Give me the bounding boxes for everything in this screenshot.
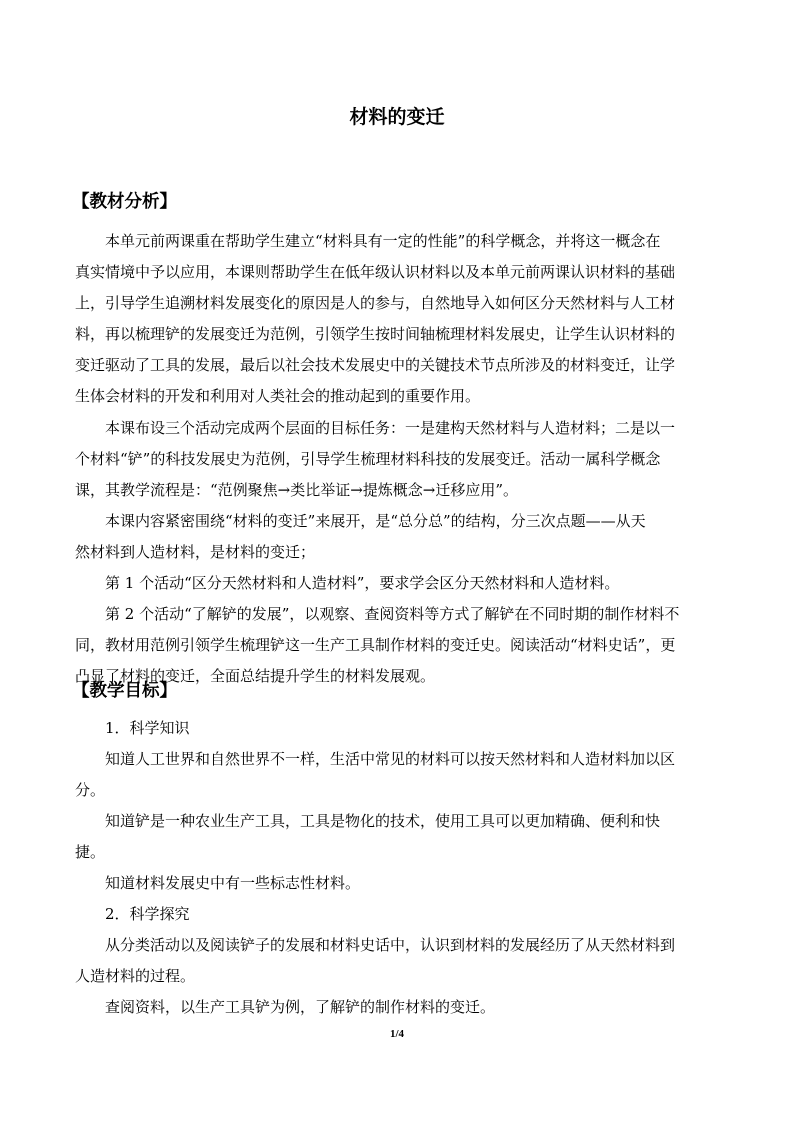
text-line: 本课内容紧密围绕“材料的变迁”来展开，是“总分总”的结构，分三次点题——从天 (105, 512, 646, 530)
section-heading-analysis: 【教材分析】 (72, 192, 177, 212)
text-line: 捷。 (75, 843, 106, 861)
text-line: 真实情境中予以应用，本课则帮助学生在低年级认识材料以及本单元前两课认识材料的基础 (75, 263, 676, 281)
section-heading-goals: 【教学目标】 (72, 681, 177, 701)
text-line: 本单元前两课重在帮助学生建立“材料具有一定的性能”的科学概念，并将这一概念在 (105, 232, 661, 250)
text-line: 变迁驱动了工具的发展，最后以社会技术发展史中的关键技术节点所涉及的材料变迁，让学 (75, 356, 676, 374)
text-line: 分。 (75, 781, 106, 799)
subheading-science-inquiry: 2．科学探究 (105, 905, 190, 923)
document-title: 材料的变迁 (349, 106, 445, 128)
text-line: 个材料“铲”的科技发展史为范例，引导学生梳理材料科技的发展变迁。活动一属科学概念 (75, 450, 661, 468)
text-line: 查阅资料，以生产工具铲为例，了解铲的制作材料的变迁。 (105, 998, 496, 1016)
text-line: 人造材料的过程。 (75, 967, 196, 985)
text-line: 第 1 个活动“区分天然材料和人造材料”，要求学会区分天然材料和人造材料。 (105, 574, 620, 592)
text-line: 课，其教学流程是：“范例聚焦→类比举证→提炼概念→迁移应用”。 (75, 481, 519, 499)
text-line: 上，引导学生追溯材料发展变化的原因是人的参与，自然地导入如何区分天然材料与人工材 (75, 294, 676, 312)
page-number: 1/4 (389, 1028, 405, 1040)
text-line: 然材料到人造材料，是材料的变迁； (75, 543, 316, 561)
text-line: 从分类活动以及阅读铲子的发展和材料史话中，认识到材料的发展经历了从天然材料到 (105, 936, 676, 954)
subheading-science-knowledge: 1．科学知识 (105, 719, 190, 737)
text-line: 知道铲是一种农业生产工具，工具是物化的技术，使用工具可以更加精确、便利和快 (105, 812, 661, 830)
text-line: 本课布设三个活动完成两个层面的目标任务：一是建构天然材料与人造材料；二是以一 (105, 419, 676, 437)
text-line: 知道材料发展史中有一些标志性材料。 (105, 874, 361, 892)
text-line: 同，教材用范例引领学生梳理铲这一生产工具制作材料的变迁史。阅读活动“材料史话”，更 (75, 636, 676, 654)
text-line: 第 2 个活动“了解铲的发展”，以观察、查阅资料等方式了解铲在不同时期的制作材料不 (105, 605, 680, 623)
text-line: 凸显了材料的变迁，全面总结提升学生的材料发展观。 (75, 667, 436, 685)
text-line: 料，再以梳理铲的发展变迁为范例，引领学生按时间轴梳理材料发展史，让学生认识材料的 (75, 325, 676, 343)
text-line: 知道人工世界和自然世界不一样，生活中常见的材料可以按天然材料和人造材料加以区 (105, 750, 676, 768)
text-line: 生体会材料的开发和利用对人类社会的推动起到的重要作用。 (75, 387, 481, 405)
